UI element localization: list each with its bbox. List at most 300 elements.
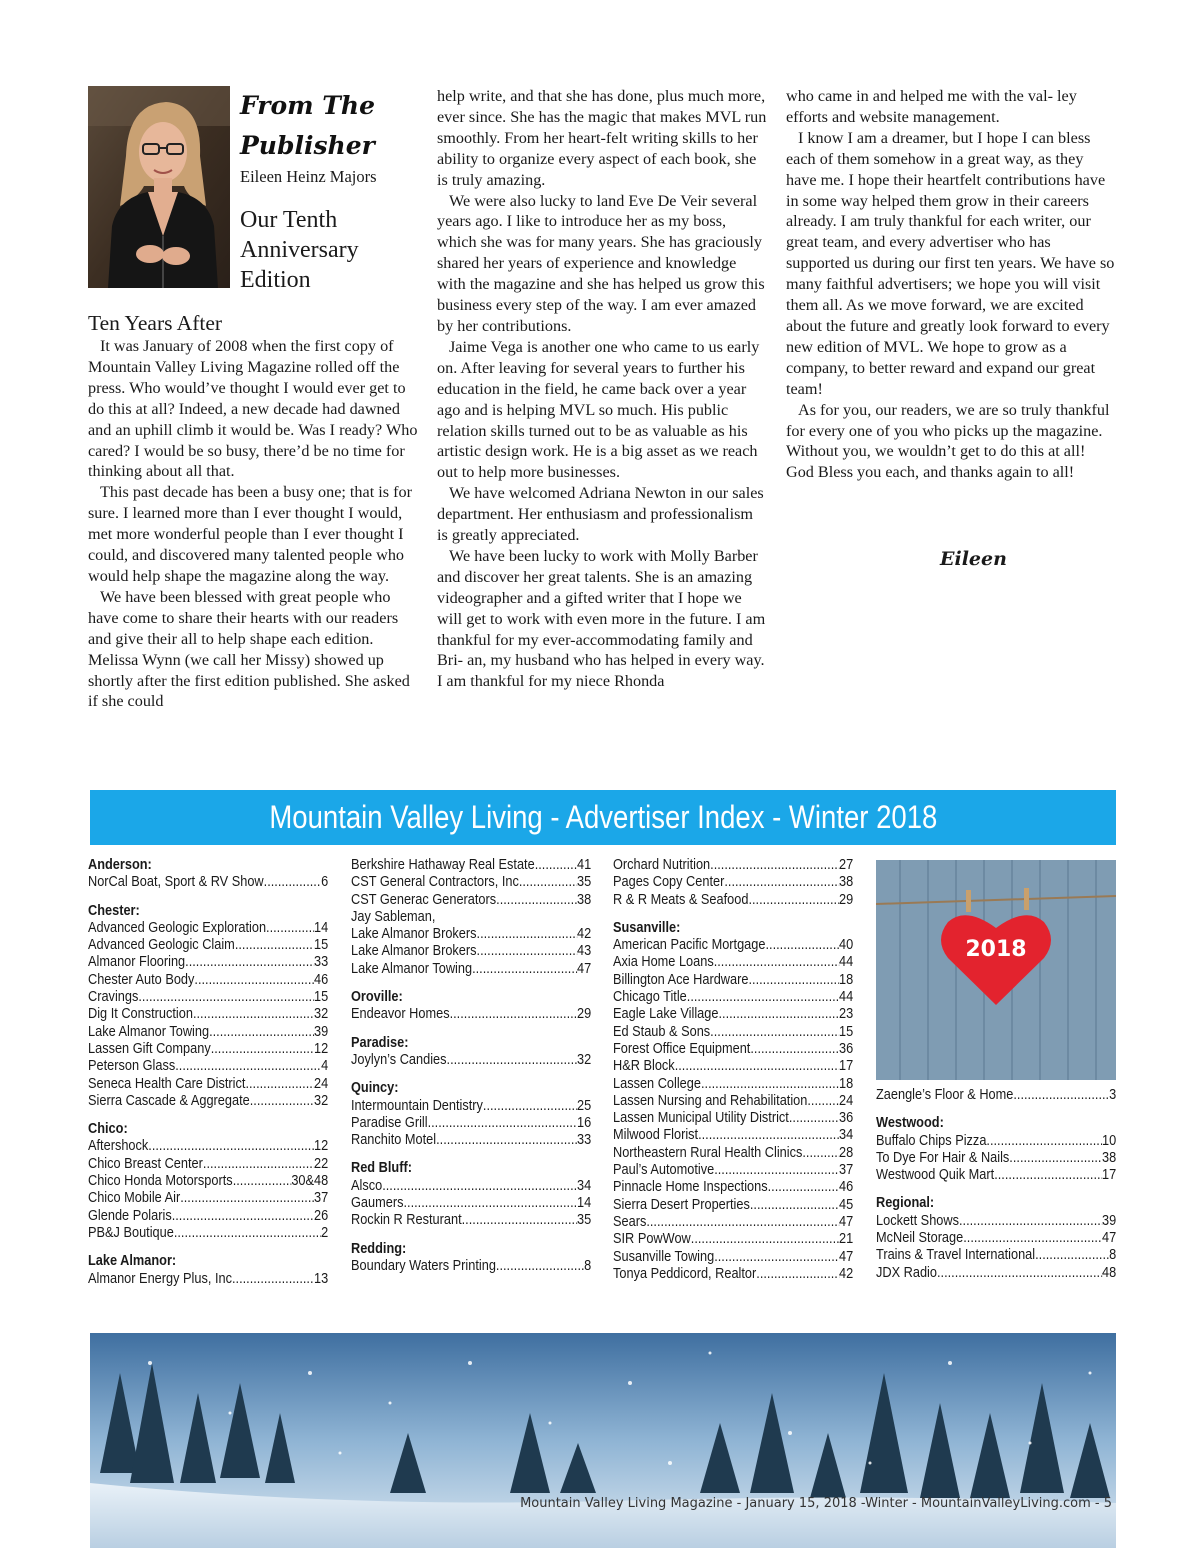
page-number: 3	[1109, 1087, 1117, 1103]
index-entry	[613, 874, 853, 891]
page-number: 37	[314, 1190, 329, 1207]
advertiser-name: Pages Copy Center	[613, 874, 725, 891]
leader-dots	[691, 1231, 839, 1248]
advertiser-name: Eagle Lake Village	[613, 1006, 719, 1023]
leader-dots	[436, 1132, 577, 1149]
advertiser-name: Gaumers	[351, 1195, 404, 1212]
leader-dots	[180, 1190, 314, 1207]
page-number: 44	[839, 989, 854, 1006]
page-number: 17	[1102, 1167, 1117, 1184]
index-entry	[351, 961, 591, 978]
leader-dots	[264, 874, 321, 891]
index-entry	[88, 1225, 328, 1242]
advertiser-name: Sears	[613, 1213, 647, 1230]
index-entry	[613, 1006, 853, 1023]
leader-dots	[462, 1212, 577, 1229]
leader-dots	[211, 1041, 314, 1058]
index-entry	[613, 1058, 853, 1075]
leader-dots	[710, 1024, 839, 1041]
heart-label: 2018	[965, 937, 1027, 962]
page-number: 47	[577, 960, 592, 977]
index-entry	[88, 1208, 328, 1225]
advertiser-name: Lassen Gift Company	[88, 1040, 211, 1057]
page-number: 47	[839, 1248, 854, 1265]
advertiser-name: Intermountain Dentistry	[351, 1097, 483, 1114]
advertiser-name: Chico Breast Center	[88, 1155, 203, 1172]
index-entry	[351, 1052, 591, 1069]
advertiser-name: Advanced Geologic Claim	[88, 937, 235, 954]
paragraph: I know I am a dreamer, but I hope I can bless each of them somehow in a great way, as they have me. I hope their heartfelt contributions have in some way helped them grow in their careers already. I am truly thankful for each writer, our great team, and every advertiser who has supported us during our first ten years. We have so many faithful advertisers; we hope you will visit them all. As we move forward, we are excited about the future and greatly look forward to every new edition of MVL. We hope to grow as a company, to better reward and expand our great team!	[786, 128, 1115, 398]
page-number: 32	[314, 1092, 329, 1109]
page-number: 6	[321, 874, 329, 891]
leader-dots	[472, 961, 577, 978]
page-number: 40	[839, 937, 854, 954]
leader-dots	[750, 1197, 839, 1214]
article-column-2	[437, 86, 767, 692]
advertiser-name: Peterson Glass	[88, 1058, 176, 1075]
page-number: 42	[839, 1265, 854, 1282]
advertiser-name: Almanor Flooring	[88, 954, 186, 971]
heart-2018-image	[876, 860, 1116, 1080]
page-number: 35	[577, 874, 592, 891]
advertiser-name: Susanville Towing	[613, 1248, 715, 1265]
leader-dots	[233, 1173, 292, 1190]
leader-dots	[1013, 1087, 1109, 1104]
leader-dots	[203, 1156, 314, 1173]
advertiser-name: Sierra Desert Properties	[613, 1196, 750, 1213]
leader-dots	[496, 1258, 584, 1275]
advertiser-name: Forest Office Equipment	[613, 1040, 751, 1057]
advertiser-name: Axia Home Loans	[613, 954, 714, 971]
subtitle-line-3: Edition	[240, 267, 311, 293]
page-number: 12	[314, 1040, 329, 1057]
advertiser-name: Chester Auto Body	[88, 971, 195, 988]
advertiser-name: Zaengle’s Floor & Home	[876, 1087, 1014, 1103]
page-number: 32	[314, 1006, 329, 1023]
advertiser-name: Cravings	[88, 989, 139, 1006]
advertiser-name: Ed Staub & Sons	[613, 1023, 711, 1040]
advertiser-name: Billington Ace Hardware	[613, 971, 749, 988]
leader-dots	[698, 1127, 839, 1144]
leader-dots	[710, 857, 839, 874]
index-entry	[876, 1150, 1116, 1167]
leader-dots	[714, 1162, 839, 1179]
leader-dots	[768, 1179, 839, 1196]
index-entry	[613, 1076, 853, 1093]
index-entry	[876, 1230, 1116, 1247]
index-entry	[613, 1249, 853, 1266]
index-entry	[876, 1247, 1116, 1264]
page-number: 36	[839, 1110, 854, 1127]
leader-dots	[477, 926, 577, 943]
index-entry	[351, 1098, 591, 1115]
paragraph: We have welcomed Adriana Newton in our sales department. Her enthusiasm and professionalism is greatly appreciated.	[437, 484, 764, 545]
leader-dots	[714, 1249, 839, 1266]
page-number: 48	[1102, 1264, 1117, 1281]
page-number: 15	[314, 989, 329, 1006]
index-entry	[88, 1041, 328, 1058]
paragraph: help write, and that she has done, plus much more, ever since. She has the magic that makes MVL run smoothly. From her heart-felt writing skills to her ability to organize every aspect of each book, she is truly amazing.	[437, 87, 767, 189]
index-entry	[88, 874, 328, 891]
leader-dots	[174, 1225, 321, 1242]
advertiser-name: SIR PowWow	[613, 1231, 691, 1248]
advertiser-name: Ranchito Motel	[351, 1132, 437, 1149]
leader-dots	[382, 1178, 577, 1195]
leader-dots	[175, 1058, 321, 1075]
advertiser-name: Alsco	[351, 1177, 383, 1194]
index-entry	[88, 954, 328, 971]
page-number: 25	[577, 1097, 592, 1114]
advertiser-name: Westwood Quik Mart	[876, 1167, 995, 1184]
leader-dots	[986, 1133, 1102, 1150]
page-number: 35	[577, 1212, 592, 1229]
advertiser-name: Rockin R Resturant	[351, 1212, 462, 1229]
index-entry	[351, 1132, 591, 1149]
leader-dots	[963, 1230, 1102, 1247]
index-entry	[613, 1214, 853, 1231]
page-number: 38	[577, 891, 592, 908]
advertiser-name: Aftershock	[88, 1138, 149, 1155]
index-entry	[351, 857, 591, 874]
advertiser-name: Sierra Cascade & Aggregate	[88, 1092, 250, 1109]
advertiser-name: CST Generac Generators	[351, 891, 497, 908]
page-number: 43	[577, 943, 592, 960]
advertiser-name: American Pacific Mortgage	[613, 937, 766, 954]
index-section-heading: Westwood:	[876, 1115, 944, 1132]
advertiser-name: Lassen Municipal Utility District	[613, 1110, 789, 1127]
leader-dots	[701, 1076, 839, 1093]
index-entry	[876, 1087, 1116, 1104]
page-number: 15	[314, 937, 329, 954]
advertiser-name: Almanor Energy Plus, Inc	[88, 1270, 232, 1287]
page-number: 10	[1102, 1132, 1117, 1149]
index-entry	[613, 1179, 853, 1196]
paragraph: It was January of 2008 when the first copy of Mountain Valley Living Magazine rolled off the press. Who would’ve thought I would ever get to do this at all? Indeed, a new decade had dawned and an uphill climb it would be. Was I ready? Who cared? I would be so busy, there’d be no time for thinking about all that.	[88, 337, 418, 481]
index-entry	[351, 1195, 591, 1212]
advertiser-name: McNeil Storage	[876, 1230, 964, 1247]
leader-dots	[209, 1024, 314, 1041]
page-number: 24	[314, 1075, 329, 1092]
page-number: 29	[839, 891, 854, 908]
index-entry	[351, 909, 591, 926]
advertiser-name: Boundary Waters Printing	[351, 1257, 496, 1274]
index-section-heading: Anderson:	[88, 857, 152, 873]
leader-dots	[748, 972, 839, 989]
index-entry	[88, 920, 328, 937]
page-number: 30&48	[291, 1173, 329, 1190]
index-entry	[613, 1162, 853, 1179]
advertiser-name: Lockett Shows	[876, 1212, 959, 1229]
index-column-3	[613, 857, 853, 1283]
leader-dots	[937, 1265, 1102, 1282]
index-entry	[876, 1265, 1116, 1282]
leader-dots	[403, 1195, 577, 1212]
page-number: 34	[839, 1127, 854, 1144]
index-entry	[613, 954, 853, 971]
leader-dots	[748, 892, 839, 909]
index-column-4	[876, 1087, 1116, 1282]
index-section-heading: Chester:	[88, 902, 140, 919]
index-entry	[351, 892, 591, 909]
page-number: 21	[839, 1231, 854, 1248]
index-section-heading: Quincy:	[351, 1080, 399, 1097]
page-number: 2	[321, 1224, 329, 1241]
index-entry	[613, 1110, 853, 1127]
leader-dots	[447, 1052, 578, 1069]
page-number: 28	[839, 1144, 854, 1161]
advertiser-name: H&R Block	[613, 1058, 675, 1075]
leader-dots	[496, 892, 577, 909]
index-entry	[88, 972, 328, 989]
index-entry	[351, 1178, 591, 1195]
page-number: 17	[839, 1058, 854, 1075]
leader-dots	[994, 1167, 1102, 1184]
advertiser-name: Berkshire Hathaway Real Estate	[351, 857, 535, 873]
paragraph: As for you, our readers, we are so truly thankful for every one of you who picks up the magazine. Without you, we wouldn’t get to do this at all! God Bless you each, and thanks again to all!	[786, 400, 1110, 482]
index-section-heading: Chico:	[88, 1121, 128, 1138]
page-number: 42	[577, 926, 592, 943]
page-number: 47	[1102, 1230, 1117, 1247]
page-number: 41	[577, 857, 592, 873]
index-entry	[88, 1190, 328, 1207]
advertiser-name: Dig It Construction	[88, 1006, 193, 1023]
advertiser-name: Paradise Grill	[351, 1114, 428, 1131]
leader-dots	[519, 874, 577, 891]
leader-dots	[138, 989, 314, 1006]
leader-dots	[232, 1271, 314, 1288]
index-entry	[88, 1058, 328, 1075]
advertiser-name: Paul’s Automotive	[613, 1162, 715, 1179]
page-number: 47	[839, 1213, 854, 1230]
page-number: 14	[314, 919, 329, 936]
index-entry	[876, 1213, 1116, 1230]
banner-title: Mountain Valley Living - Advertiser Index - Winter 2018	[269, 799, 937, 835]
index-entry	[88, 1024, 328, 1041]
index-entry	[88, 1076, 328, 1093]
signature: Eileen	[940, 548, 1007, 570]
index-entry	[351, 926, 591, 943]
index-entry	[88, 1173, 328, 1190]
page-number: 22	[314, 1155, 329, 1172]
paragraph: We have been blessed with great people who have come to share their hearts with our readers and give their all to help shape each edition. Melissa Wynn (we call her Missy) showed up shortly after the first edition published. She asked if she could	[88, 587, 410, 711]
page-number: 4	[321, 1058, 329, 1075]
index-entry	[613, 892, 853, 909]
leader-dots	[714, 954, 839, 971]
page-number: 33	[577, 1132, 592, 1149]
index-section-heading: Paradise:	[351, 1034, 409, 1051]
leader-dots	[756, 1266, 839, 1283]
advertiser-name: Joylyn’s Candies	[351, 1051, 447, 1068]
page-number: 34	[577, 1177, 592, 1194]
index-entry	[613, 989, 853, 1006]
advertiser-name: Chicago Title	[613, 989, 687, 1006]
index-entry	[613, 1093, 853, 1110]
index-entry	[351, 943, 591, 960]
advertiser-name: Endeavor Homes	[351, 1006, 450, 1023]
index-entry	[613, 972, 853, 989]
advertiser-name: Trains & Travel International	[876, 1247, 1036, 1264]
leader-dots	[266, 920, 314, 937]
index-section-heading: Susanville:	[613, 919, 681, 936]
page-number: 26	[314, 1207, 329, 1224]
index-section-heading: Regional:	[876, 1195, 935, 1212]
leader-dots	[235, 937, 314, 954]
leader-dots	[765, 937, 839, 954]
leader-dots	[245, 1076, 314, 1093]
advertiser-name: Lake Almanor Towing	[351, 960, 473, 977]
index-entry	[88, 1271, 328, 1288]
leader-dots	[718, 1006, 839, 1023]
section-title: Ten Years After	[88, 311, 223, 335]
leader-dots	[185, 954, 314, 971]
index-entry	[876, 1133, 1116, 1150]
index-entry	[613, 1266, 853, 1283]
article-subtitle	[240, 205, 430, 295]
page-number: 14	[577, 1195, 592, 1212]
advertiser-name: R & R Meats & Seafood	[613, 891, 749, 908]
leader-dots	[250, 1093, 314, 1110]
index-entry	[613, 1231, 853, 1248]
paragraph: This past decade has been a busy one; that is for sure. I learned more than I ever thought I would, met more wonderful people than I ever thought I could, and discovered many talented people who would help shape the magazine along the way.	[88, 483, 412, 585]
advertiser-name: Lassen College	[613, 1075, 701, 1092]
index-entry	[351, 1258, 591, 1275]
page-number: 24	[839, 1092, 854, 1109]
index-section-heading: Lake Almanor:	[88, 1253, 177, 1270]
leader-dots	[807, 1093, 839, 1110]
leader-dots	[428, 1115, 577, 1132]
index-entry	[351, 1006, 591, 1023]
index-entry	[88, 937, 328, 954]
advertiser-name: PB&J Boutique	[88, 1224, 174, 1241]
leader-dots	[959, 1213, 1102, 1230]
page-number: 33	[314, 954, 329, 971]
advertiser-name: Tonya Peddicord, Realtor	[613, 1265, 757, 1282]
index-entry	[351, 1212, 591, 1229]
index-entry	[613, 1197, 853, 1214]
page-number: 32	[577, 1051, 592, 1068]
index-entry	[613, 1145, 853, 1162]
leader-dots	[483, 1098, 577, 1115]
leader-dots	[724, 874, 839, 891]
advertiser-name: Jay Sableman,	[351, 908, 436, 925]
page-number: 15	[839, 1023, 854, 1040]
leader-dots	[450, 1006, 577, 1023]
advertiser-name: Chico Mobile Air	[88, 1190, 181, 1207]
advertiser-name: Advanced Geologic Exploration	[88, 919, 267, 936]
advertiser-name: CST General Contractors, Inc	[351, 874, 519, 891]
page-number: 44	[839, 954, 854, 971]
leader-dots	[675, 1058, 839, 1075]
leader-dots	[687, 989, 839, 1006]
page-number: 27	[839, 857, 854, 873]
index-entry	[613, 1127, 853, 1144]
advertiser-name: Orchard Nutrition	[613, 857, 711, 873]
byline: Eileen Heinz Majors	[240, 167, 377, 186]
advertiser-name: To Dye For Hair & Nails	[876, 1149, 1010, 1166]
leader-dots	[535, 857, 577, 874]
index-section-heading: Oroville:	[351, 989, 403, 1006]
leader-dots	[789, 1110, 839, 1127]
index-column-2	[351, 857, 591, 1275]
page-number: 16	[577, 1114, 592, 1131]
index-section-heading: Red Bluff:	[351, 1160, 412, 1177]
subtitle-line-2: Anniversary	[240, 237, 359, 263]
advertiser-name: Lake Almanor Towing	[88, 1023, 210, 1040]
page-number: 46	[314, 971, 329, 988]
advertiser-name: Pinnacle Home Inspections	[613, 1179, 768, 1196]
page-number: 39	[314, 1023, 329, 1040]
leader-dots	[646, 1214, 839, 1231]
page-number: 18	[839, 1075, 854, 1092]
paragraph: who came in and helped me with the val- ley efforts and website management.	[786, 87, 1077, 126]
paragraph: We have been lucky to work with Molly Barber and discover her great talents. She is an amazing videographer and a gifted writer that I hope we will get to work with even more in the future. I am thankful for my ever-accommodating family and Bri- an, my husband who has helped in every way. I am thankful for my niece Rhonda	[437, 546, 766, 691]
leader-dots	[750, 1041, 839, 1058]
advertiser-name: Seneca Health Care District	[88, 1075, 246, 1092]
article-column-1	[88, 336, 418, 712]
index-entry	[88, 1156, 328, 1173]
page-number: 8	[584, 1257, 592, 1274]
index-entry	[613, 1024, 853, 1041]
page-number: 45	[839, 1196, 854, 1213]
advertiser-name: Lassen Nursing and Rehabilitation	[613, 1092, 808, 1109]
page-number: 8	[1109, 1247, 1117, 1264]
page-number: 23	[839, 1006, 854, 1023]
page-number: 39	[1102, 1212, 1117, 1229]
page-number: 18	[839, 971, 854, 988]
index-entry	[88, 1006, 328, 1023]
publisher-photo	[88, 86, 230, 288]
advertiser-name: Buffalo Chips Pizza	[876, 1132, 987, 1149]
paragraph: We were also lucky to land Eve De Veir several years ago. I like to introduce her as my boss, which she was for many years. She has graciously shared her years of experience and knowledge with the magazine and she has helped us grow this business every step of the way. I am ever amazed by her contributions.	[437, 191, 765, 335]
advertiser-name: Northeastern Rural Health Clinics	[613, 1144, 803, 1161]
index-entry	[613, 857, 853, 874]
article-column-3	[786, 86, 1116, 483]
page-number: 29	[577, 1006, 592, 1023]
page-footer: Mountain Valley Living Magazine - January 15, 2018 -Winter - MountainValleyLiving.com - 5	[520, 1496, 1112, 1511]
index-entry	[876, 1167, 1116, 1184]
page-number: 38	[1102, 1149, 1117, 1166]
leader-dots	[148, 1138, 314, 1155]
index-section-heading: Redding:	[351, 1240, 407, 1257]
page-number: 38	[839, 874, 854, 891]
page-number: 12	[314, 1138, 329, 1155]
leader-dots	[477, 943, 577, 960]
advertiser-name: Milwood Florist	[613, 1127, 699, 1144]
index-entry	[88, 1093, 328, 1110]
subtitle-line-1: Our Tenth	[240, 207, 338, 233]
index-entry	[613, 937, 853, 954]
advertiser-name: Lake Almanor Brokers	[351, 943, 477, 960]
leader-dots	[194, 972, 314, 989]
paragraph: Jaime Vega is another one who came to us early on. After leaving for several years to further his education in the field, he came back over a year ago and is helping MVL so much. His public relation skills turned out to be as valuable as his artistic design work. He is a big asset as we reach out to help more businesses.	[437, 337, 760, 482]
page-number: 36	[839, 1040, 854, 1057]
index-entry	[88, 989, 328, 1006]
heading-line-2: Publisher	[240, 131, 375, 160]
advertiser-index-banner	[90, 790, 1116, 845]
index-entry	[613, 1041, 853, 1058]
advertiser-name: Lake Almanor Brokers	[351, 926, 477, 943]
heading-line-1: From The	[240, 91, 375, 120]
advertiser-name: Chico Honda Motorsports	[88, 1173, 233, 1190]
index-entry	[351, 874, 591, 891]
advertiser-name: JDX Radio	[876, 1264, 937, 1281]
index-column-1	[88, 857, 328, 1288]
page-number: 37	[839, 1162, 854, 1179]
leader-dots	[1035, 1247, 1109, 1264]
page-number: 13	[314, 1270, 329, 1287]
leader-dots	[1009, 1150, 1102, 1167]
from-the-publisher-heading	[240, 86, 420, 166]
